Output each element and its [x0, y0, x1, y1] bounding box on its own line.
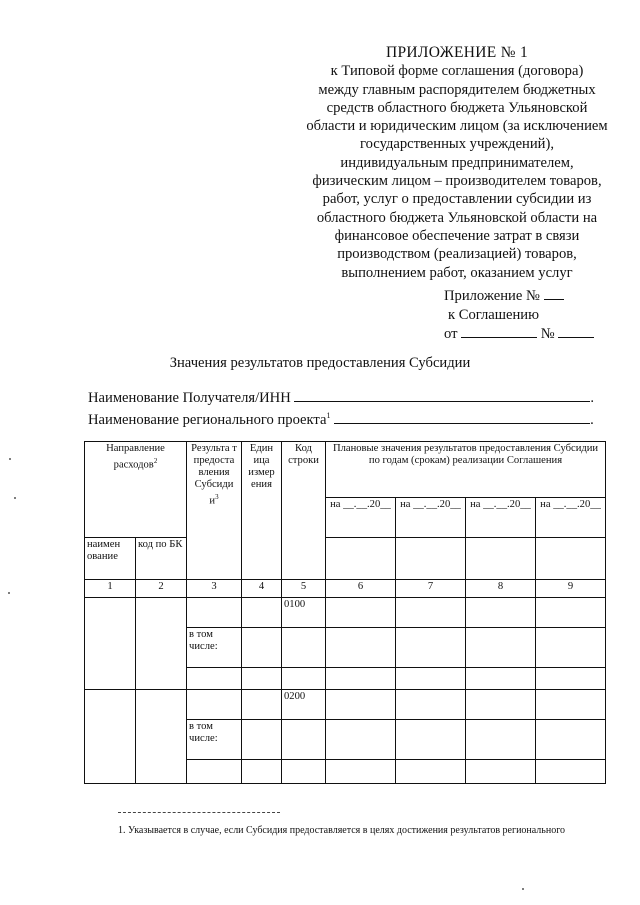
unit-cell[interactable] — [242, 690, 282, 720]
annex-line: к Типовой форме соглашения (договора) — [330, 63, 584, 80]
value-cell[interactable] — [466, 690, 536, 720]
code-cell[interactable] — [282, 760, 326, 784]
value-cell[interactable] — [396, 720, 466, 760]
bk-code-cell[interactable] — [136, 690, 187, 784]
scan-speck — [9, 458, 11, 460]
header-year-3: на __.__.20__ — [466, 498, 536, 538]
result-cell[interactable] — [187, 598, 242, 628]
annex-line: государственных учреждений), — [360, 136, 554, 153]
value-cell[interactable] — [536, 690, 606, 720]
value-cell[interactable] — [396, 690, 466, 720]
value-cell[interactable] — [536, 628, 606, 668]
results-table — [84, 441, 606, 784]
annex-line: области и юридическим лицом (за исключением — [306, 118, 608, 135]
footnote-1: 1. Указывается в случае, если Субсидия предоставляется в целях достижения результатов регионального — [118, 825, 566, 836]
recipient-blank[interactable] — [294, 389, 590, 402]
value-cell[interactable] — [326, 598, 396, 628]
header-year-1: на __.__.20__ — [326, 498, 396, 538]
annex-line: между главным распорядителем бюджетных — [318, 81, 596, 98]
unit-cell[interactable] — [242, 760, 282, 784]
header-year-4: на __.__.20__ — [536, 498, 606, 538]
value-cell[interactable] — [326, 690, 396, 720]
value-cell[interactable] — [326, 720, 396, 760]
header-name: наимен ование — [85, 538, 136, 580]
annex-line: средств областного бюджета Ульяновской — [326, 99, 588, 116]
column-number: 2 — [136, 580, 187, 598]
column-number: 1 — [85, 580, 136, 598]
recipient-field: Наименование Получателя/ИНН . — [88, 390, 595, 406]
to-agreement-line: к Соглашению — [448, 307, 540, 323]
value-cell[interactable] — [326, 628, 396, 668]
unit-cell[interactable] — [242, 628, 282, 668]
header-year-2: на __.__.20__ — [396, 498, 466, 538]
table-row — [85, 598, 606, 628]
value-cell[interactable] — [396, 628, 466, 668]
code-cell[interactable] — [282, 720, 326, 760]
column-number: 3 — [187, 580, 242, 598]
column-number: 6 — [326, 580, 396, 598]
value-cell[interactable] — [466, 628, 536, 668]
scan-speck — [8, 592, 10, 594]
number-blank[interactable] — [558, 325, 594, 338]
column-number: 8 — [466, 580, 536, 598]
value-cell[interactable] — [396, 760, 466, 784]
column-number: 9 — [536, 580, 606, 598]
annex-line: физическим лицом – производителем товаров, — [312, 173, 602, 190]
date-number-line: от № — [444, 325, 624, 344]
annex-line: работ, услуг о предоставлении субсидии из — [322, 191, 592, 208]
value-cell[interactable] — [536, 720, 606, 760]
page-heading: Значения результатов предоставления Субсидии — [169, 355, 471, 371]
value-cell[interactable] — [536, 760, 606, 784]
annex-line: финансовое обеспечение затрат в связи — [334, 227, 580, 244]
result-cell[interactable] — [187, 668, 242, 690]
value-cell[interactable] — [466, 720, 536, 760]
empty-cell[interactable] — [396, 538, 466, 580]
scan-speck — [14, 497, 16, 499]
unit-cell[interactable] — [242, 598, 282, 628]
value-cell[interactable] — [396, 598, 466, 628]
header-result: Результа т предоста вления Субсиди $и^3$ — [187, 442, 242, 580]
row-code: 0100 — [282, 598, 326, 628]
row-code: 0200 — [282, 690, 326, 720]
unit-cell[interactable] — [242, 720, 282, 760]
annex-title: ПРИЛОЖЕНИЕ № 1 — [385, 44, 529, 61]
agreement-reference — [444, 287, 624, 344]
code-cell[interactable] — [282, 668, 326, 690]
bk-code-cell[interactable] — [136, 598, 187, 690]
header-bk-code: код по БК — [136, 538, 187, 580]
header-code: Код строки — [282, 442, 326, 580]
project-blank[interactable] — [334, 411, 590, 424]
appendix-number-line: Приложение № — [444, 287, 624, 306]
column-number: 4 — [242, 580, 282, 598]
header-planned-values: Плановые значения результатов предоставления Субсидии по годам (срокам) реализации Соглашения — [326, 442, 606, 498]
annex-line: индивидуальным предпринимателем, — [340, 154, 574, 171]
annex-line: областного бюджета Ульяновской области на — [316, 209, 598, 226]
scan-speck — [522, 888, 524, 890]
empty-cell[interactable] — [326, 538, 396, 580]
value-cell[interactable] — [536, 598, 606, 628]
direction-name-cell[interactable] — [85, 690, 136, 784]
code-cell[interactable] — [282, 628, 326, 668]
annex-line: производством (реализацией) товаров, — [337, 246, 577, 263]
header-unit: Един ица измер ения — [242, 442, 282, 580]
value-cell[interactable] — [326, 668, 396, 690]
column-number: 7 — [396, 580, 466, 598]
including-label: в том числе: — [187, 628, 242, 668]
project-field: Наименование регионального проекта$^1$ . — [88, 411, 594, 428]
appendix-number-blank[interactable] — [544, 287, 564, 300]
empty-cell[interactable] — [466, 538, 536, 580]
header-direction: Направление расходов$^2$ — [85, 442, 187, 538]
empty-cell[interactable] — [536, 538, 606, 580]
unit-cell[interactable] — [242, 668, 282, 690]
annex-line: выполнением работ, оказанием услуг — [341, 264, 573, 281]
result-cell[interactable] — [187, 760, 242, 784]
value-cell[interactable] — [466, 760, 536, 784]
value-cell[interactable] — [326, 760, 396, 784]
result-cell[interactable] — [187, 690, 242, 720]
value-cell[interactable] — [466, 598, 536, 628]
date-blank[interactable] — [461, 325, 537, 338]
value-cell[interactable] — [396, 668, 466, 690]
value-cell[interactable] — [466, 668, 536, 690]
annex-header — [298, 44, 616, 282]
value-cell[interactable] — [536, 668, 606, 690]
table-row — [85, 690, 606, 720]
including-label: в том числе: — [187, 720, 242, 760]
direction-name-cell[interactable] — [85, 598, 136, 690]
recipient-fields — [88, 389, 594, 429]
column-number: 5 — [282, 580, 326, 598]
footnote-divider — [118, 812, 280, 813]
column-numbers-row — [85, 580, 606, 598]
